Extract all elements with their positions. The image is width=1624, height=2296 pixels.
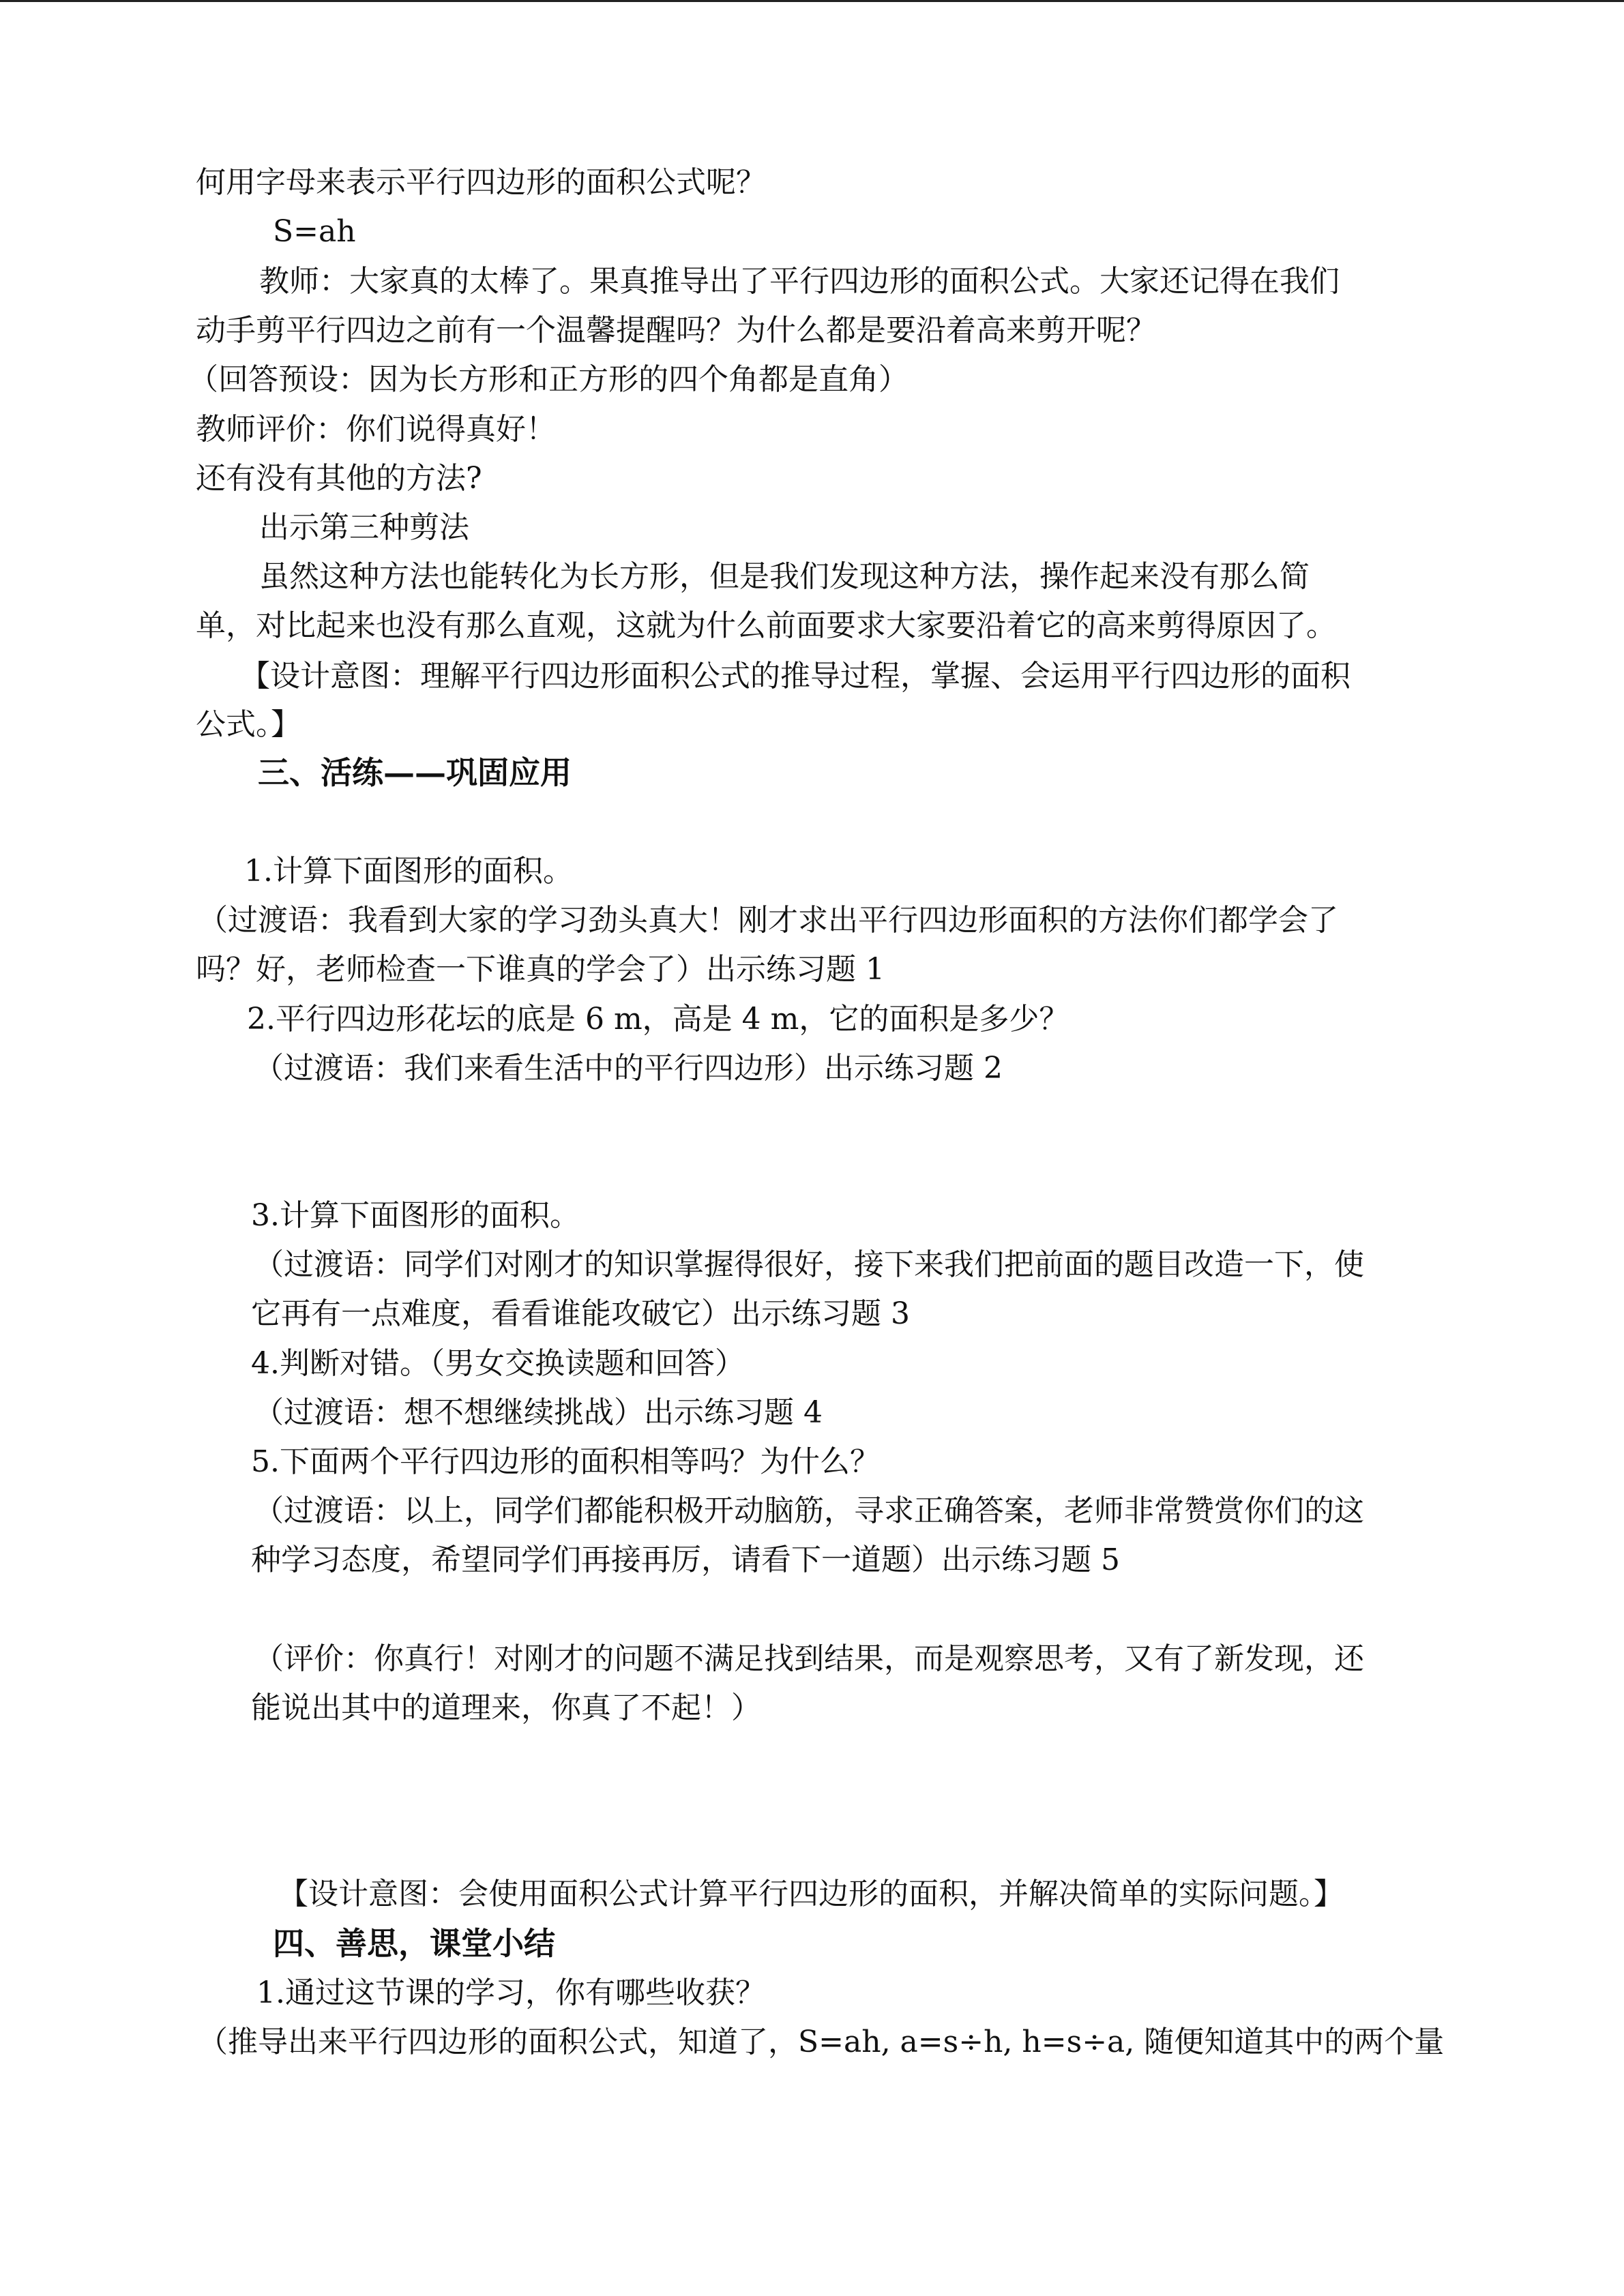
text-line: 教师：大家真的太棒了。果真推导出了平行四边形的面积公式。大家还记得在我们 bbox=[259, 264, 1340, 299]
formula-line: S=ah bbox=[273, 214, 356, 249]
text-line: （过渡语：以上，同学们都能积极开动脑筋，寻求正确答案，老师非常赞赏你们的这 bbox=[254, 1493, 1364, 1528]
text-line: 它再有一点难度，看看谁能攻破它）出示练习题 3 bbox=[251, 1296, 910, 1331]
exercise-line: 3.计算下面图形的面积。 bbox=[251, 1198, 580, 1233]
text-line: （过渡语：我看到大家的学习劲头真大！刚才求出平行四边形面积的方法你们都学会了 bbox=[198, 903, 1338, 938]
design-intent-line: 【设计意图：会使用面积公式计算平行四边形的面积，并解决简单的实际问题。】 bbox=[278, 1877, 1344, 1911]
section-heading: 四、善思，课堂小结 bbox=[273, 1925, 555, 1962]
exercise-line: 2.平行四边形花坛的底是 6 m，高是 4 m，它的面积是多少？ bbox=[247, 1002, 1069, 1037]
text-line: （评价：你真行！对刚才的问题不满足找到结果，而是观察思考，又有了新发现，还 bbox=[254, 1641, 1364, 1676]
text-line: 单，对比起来也没有那么直观，这就为什么前面要求大家要沿着它的高来剪得原因了。 bbox=[196, 608, 1336, 643]
text-line: 何用字母来表示平行四边形的面积公式呢？ bbox=[196, 165, 766, 200]
design-intent-line: 公式。】 bbox=[196, 707, 301, 742]
text-line: 动手剪平行四边之前有一个温馨提醒吗？为什么都是要沿着高来剪开呢？ bbox=[196, 313, 1156, 348]
text-line: （过渡语：同学们对刚才的知识掌握得很好，接下来我们把前面的题目改造一下，使 bbox=[254, 1247, 1364, 1282]
design-intent-line: 【设计意图：理解平行四边形面积公式的推导过程，掌握、会运用平行四边形的面积 bbox=[240, 659, 1350, 694]
text-line: 出示第三种剪法 bbox=[259, 510, 469, 545]
exercise-line: 5.下面两个平行四边形的面积相等吗？为什么？ bbox=[251, 1444, 880, 1479]
section-heading: 三、活练——巩固应用 bbox=[258, 754, 572, 791]
text-line: （推导出来平行四边形的面积公式，知道了，S=ah, a=s÷h, h=s÷a, 随便知道其中的两个量 bbox=[198, 2025, 1445, 2059]
text-line: 能说出其中的道理来，你真了不起！） bbox=[251, 1690, 761, 1725]
text-line: （回答预设：因为长方形和正方形的四个角都是直角） bbox=[188, 362, 909, 397]
text-line: （过渡语：想不想继续挑战）出示练习题 4 bbox=[254, 1395, 823, 1430]
exercise-line: 4.判断对错。（男女交换读题和回答） bbox=[251, 1346, 745, 1381]
exercise-line: 1.计算下面图形的面积。 bbox=[244, 854, 573, 889]
page-top-border bbox=[0, 0, 1624, 2]
text-line: 教师评价：你们说得真好！ bbox=[196, 412, 556, 447]
text-line: 吗？好，老师检查一下谁真的学会了）出示练习题 1 bbox=[196, 952, 885, 987]
text-line: 虽然这种方法也能转化为长方形，但是我们发现这种方法，操作起来没有那么简 bbox=[259, 559, 1310, 594]
text-line: （过渡语：我们来看生活中的平行四边形）出示练习题 2 bbox=[254, 1051, 1003, 1086]
text-line: 种学习态度，希望同学们再接再厉，请看下一道题）出示练习题 5 bbox=[251, 1542, 1120, 1577]
text-line: 还有没有其他的方法? bbox=[196, 461, 482, 496]
text-line: 1.通过这节课的学习，你有哪些收获？ bbox=[256, 1976, 765, 2010]
